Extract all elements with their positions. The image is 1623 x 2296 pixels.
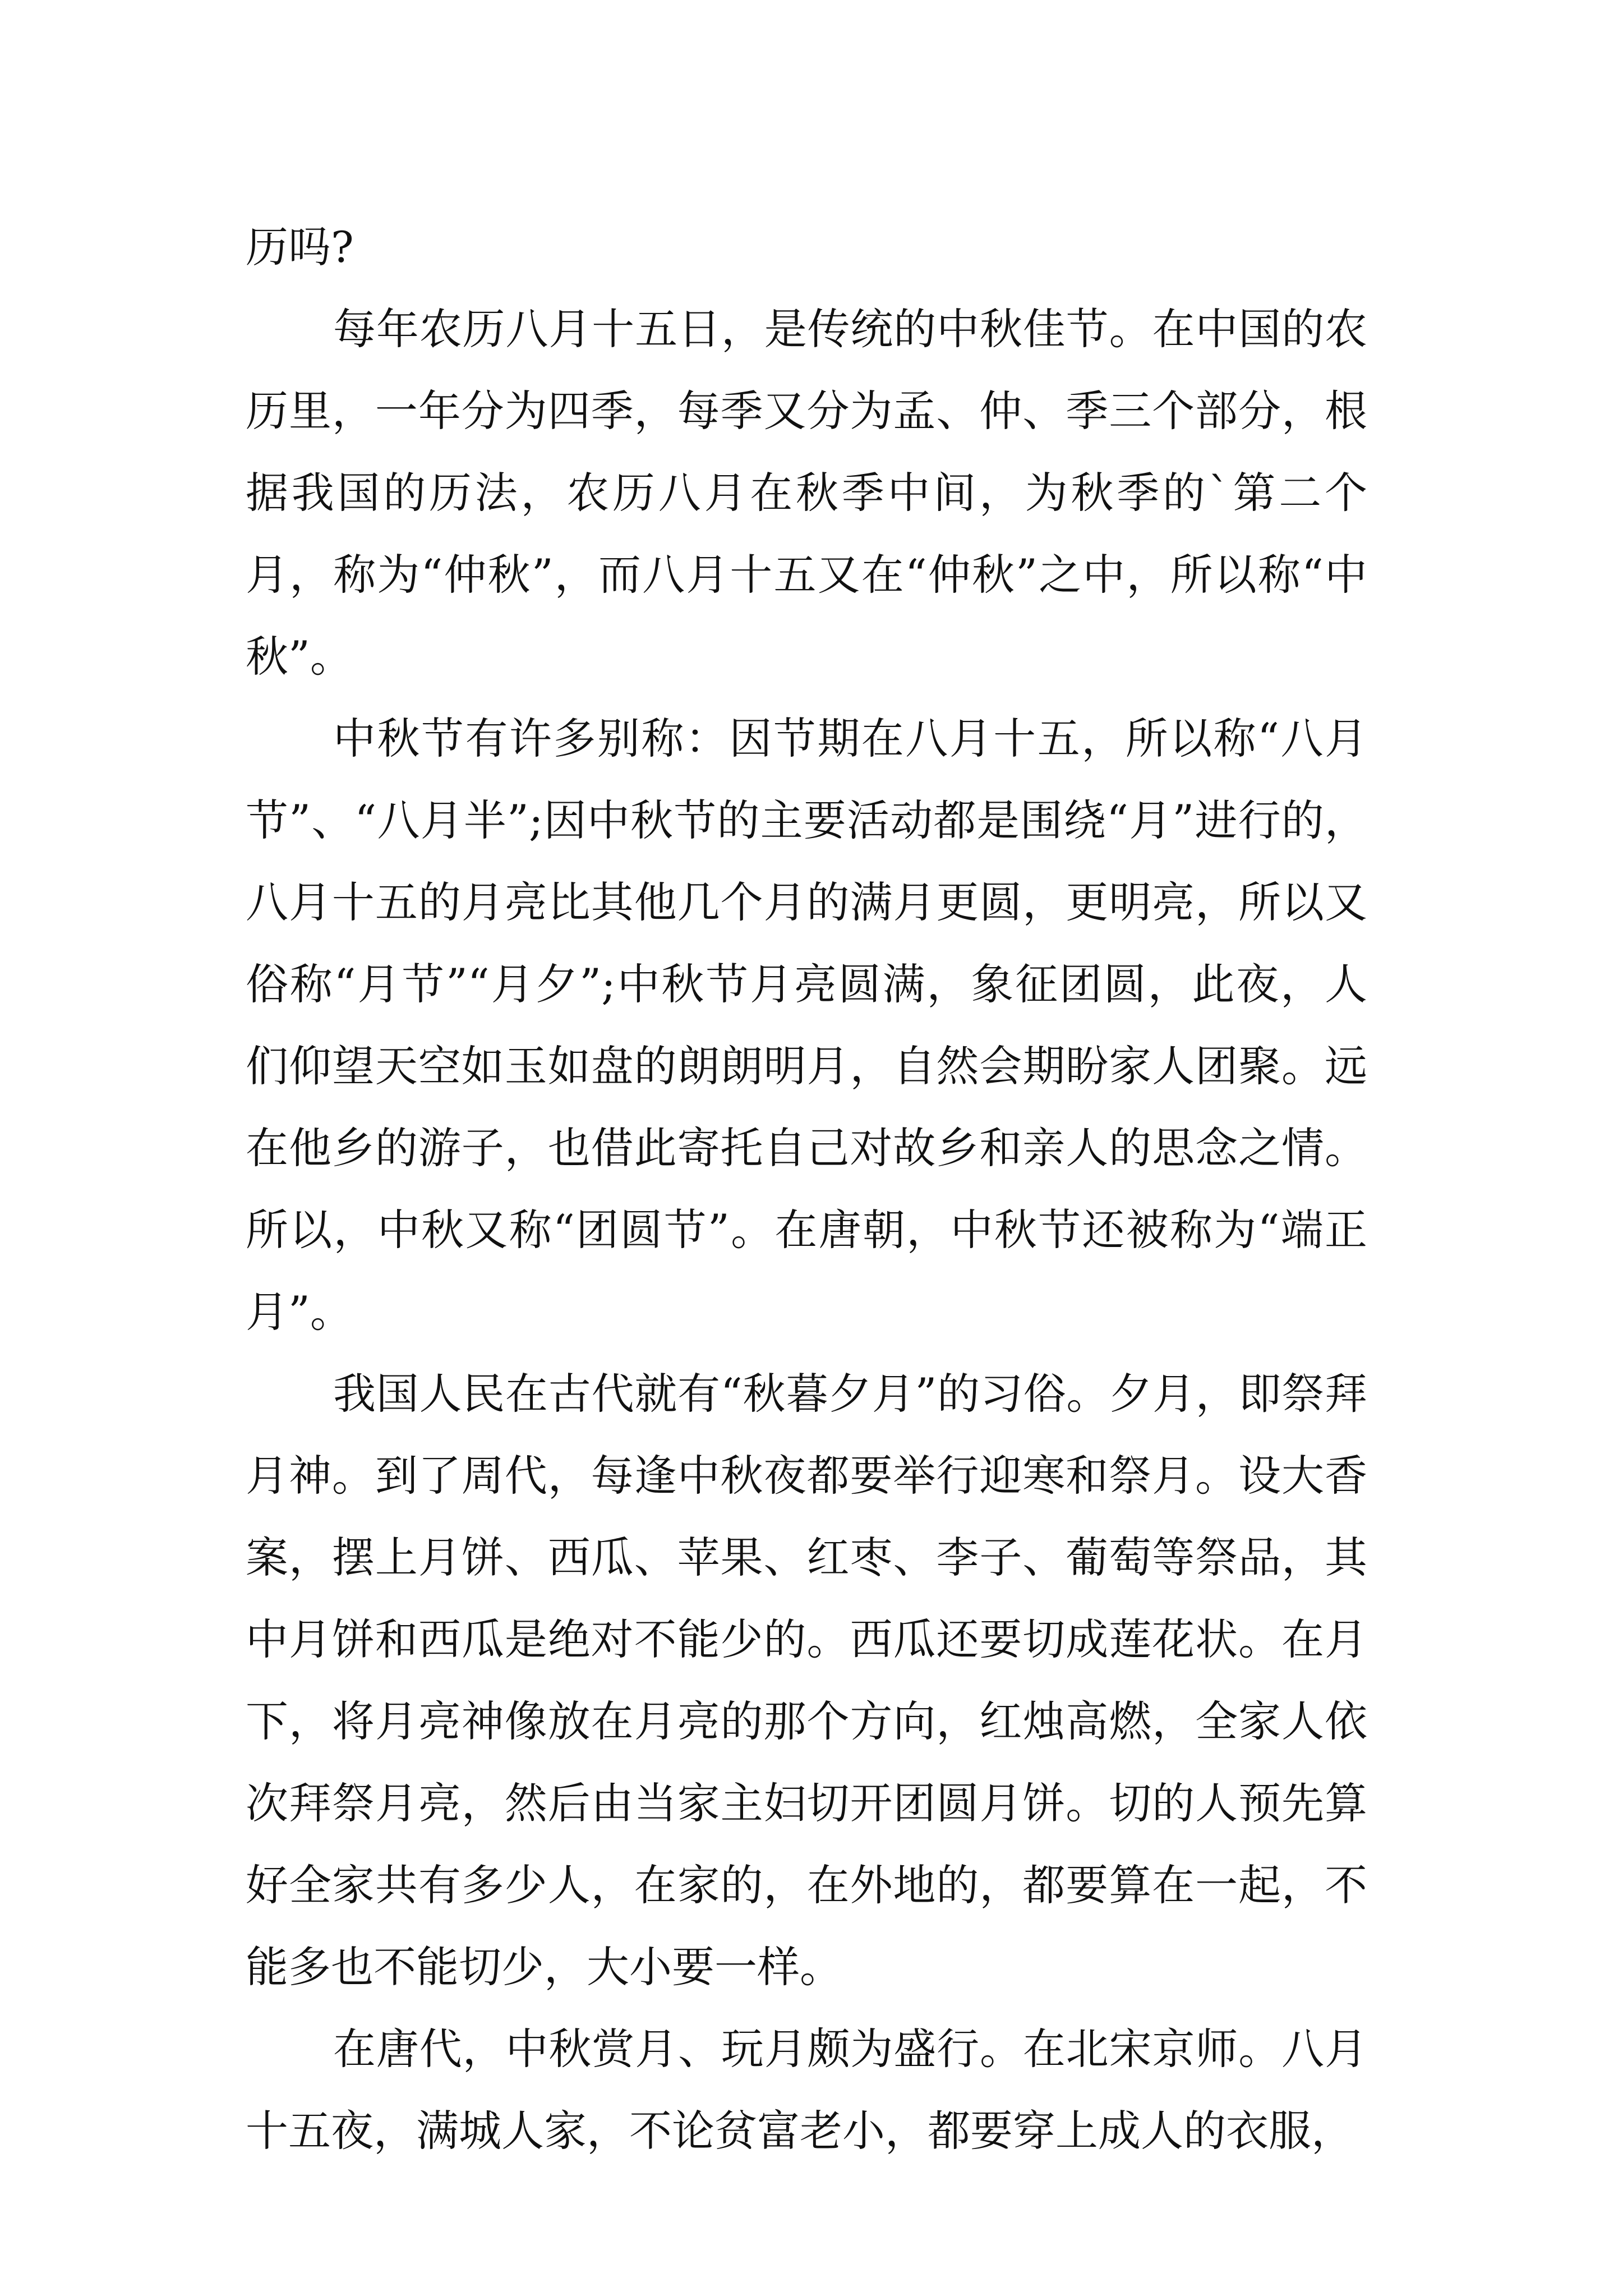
document-body [246, 206, 1367, 2172]
paragraph-alternate-names: 中秋节有许多别称：因节期在八月十五，所以称“八月节”、“八月半”;因中秋节的主要活动都是围绕“月”进行的，八月十五的月亮比其他几个月的满月更圆，更明亮，所以又俗称“月节”“月夕”;中秋节月亮圆满，象征团圆，此夜，人们仰望天空如玉如盘的朗朗明月，自然会期盼家人团聚。远在他乡的游子，也借此寄托自己对故乡和亲人的思念之情。所以，中秋又称“团圆节”。在唐朝，中秋节还被称为“端正月”。 [246, 714, 1367, 1337]
paragraph-tang-song: 在唐代，中秋赏月、玩月颇为盛行。在北宋京师。八月十五夜，满城人家，不论贫富老小，都要穿上成人的衣服， [246, 2024, 1367, 2156]
paragraph-continuation: 历吗? [246, 222, 354, 272]
paragraph-moon-worship: 我国人民在古代就有“秋暮夕月”的习俗。夕月，即祭拜月神。到了周代，每逢中秋夜都要举行迎寒和祭月。设大香案，摆上月饼、西瓜、苹果、红枣、李子、葡萄等祭品，其中月饼和西瓜是绝对不能少的。西瓜还要切成莲花状。在月下，将月亮神像放在月亮的那个方向，红烛高燃，全家人依次拜祭月亮，然后由当家主妇切开团圆月饼。切的人预先算好全家共有多少人，在家的，在外地的，都要算在一起，不能多也不能切少，大小要一样。 [246, 1369, 1367, 1992]
paragraph-mid-autumn-date: 每年农历八月十五日，是传统的中秋佳节。在中国的农历里，一年分为四季，每季又分为孟、仲、季三个部分，根据我国的历法，农历八月在秋季中间，为秋季的`第二个月，称为“仲秋”，而八月十五又在“仲秋”之中，所以称“中秋”。 [246, 304, 1367, 682]
